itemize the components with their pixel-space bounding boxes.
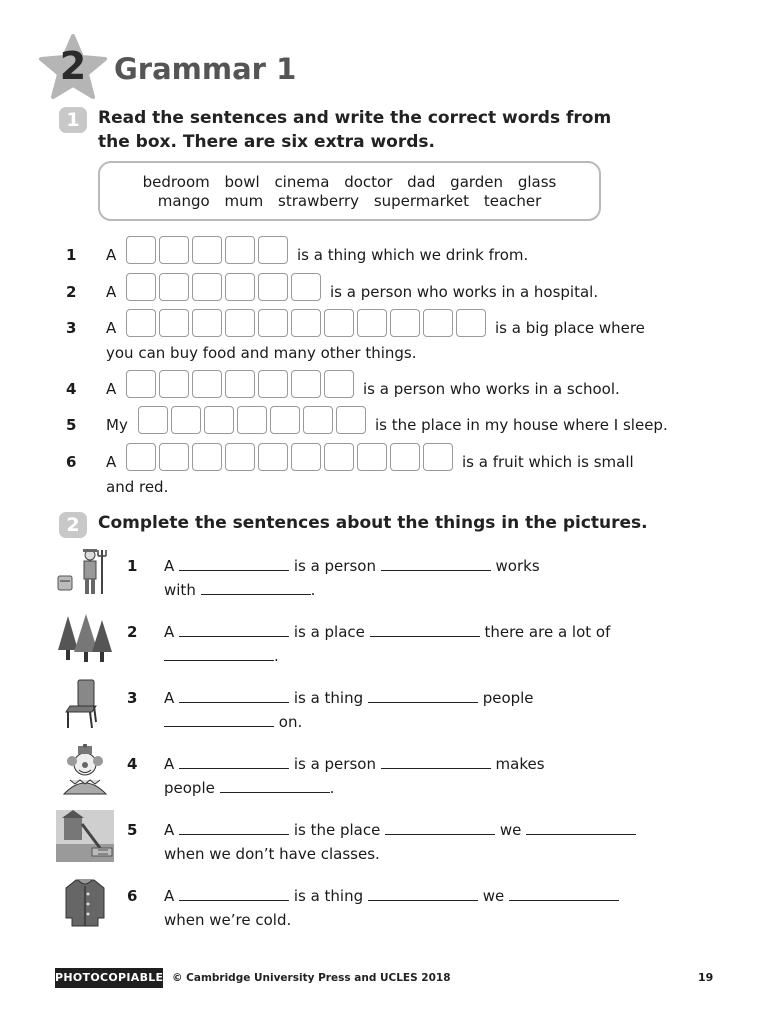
sentence-line-1 (164, 622, 610, 642)
sentence-continuation: you can buy food and many other things. (106, 344, 417, 362)
letter-boxes[interactable] (126, 236, 288, 264)
letter-box[interactable] (126, 236, 156, 264)
letter-box[interactable] (291, 370, 321, 398)
page-number: 19 (698, 971, 714, 984)
answer-blank[interactable] (201, 580, 311, 595)
answer-blank[interactable] (179, 820, 289, 835)
answer-blank[interactable] (164, 712, 274, 727)
item-number: 3 (127, 689, 138, 707)
sentence-part: is a thing (293, 689, 364, 707)
forest-icon (56, 612, 114, 664)
sentence-part: A (164, 623, 175, 641)
letter-box[interactable] (258, 370, 288, 398)
sentence-end: is a fruit which is small (462, 453, 634, 471)
sentence-line-1 (164, 556, 540, 576)
sentence-end: is a person who works in a hospital. (330, 283, 599, 301)
sentence-part: A (164, 887, 175, 905)
letter-box[interactable] (171, 406, 201, 434)
sentence-line-1 (164, 688, 534, 708)
word-box-row-1 (100, 173, 599, 192)
sentence-line-2 (164, 646, 279, 666)
letter-box[interactable] (159, 443, 189, 471)
sentence-part: makes (495, 755, 545, 773)
instruction-line: the box. There are six extra words. (98, 132, 435, 152)
sentence-end: is a person who works in a school. (363, 380, 620, 398)
letter-box[interactable] (237, 406, 267, 434)
answer-blank[interactable] (220, 778, 330, 793)
word-box (98, 161, 601, 221)
coat-icon (56, 876, 114, 928)
page-title: Grammar 1 (114, 52, 297, 86)
word: mango (157, 192, 210, 210)
word: garden (450, 173, 504, 191)
item-number: 2 (127, 623, 138, 641)
letter-box[interactable] (291, 273, 321, 301)
letter-box[interactable] (258, 443, 288, 471)
word: supermarket (373, 192, 470, 210)
sentence-start: A (106, 453, 117, 471)
word: strawberry (278, 192, 360, 210)
letter-boxes[interactable] (126, 309, 486, 337)
letter-boxes[interactable] (138, 406, 366, 434)
sentence-part: is a thing (293, 887, 364, 905)
sentence-part: . (329, 779, 335, 797)
exercise-2-instruction: Complete the sentences about the things in the pictures. (98, 513, 648, 533)
exercise-1-instruction (98, 106, 611, 154)
sentence-end: is a big place where (495, 319, 645, 337)
sentence-end: is a thing which we drink from. (297, 246, 529, 264)
sentence-start: A (106, 283, 117, 301)
answer-blank[interactable] (179, 754, 289, 769)
sentence-line-1 (164, 820, 636, 840)
letter-box[interactable] (192, 273, 222, 301)
sentence-line-2 (164, 580, 315, 600)
letter-box[interactable] (138, 406, 168, 434)
sentence-part: with (164, 581, 196, 599)
letter-box[interactable] (291, 443, 321, 471)
letter-box[interactable] (291, 309, 321, 337)
sentence-line-1 (164, 754, 545, 774)
letter-box[interactable] (390, 443, 420, 471)
word-box-row-2 (100, 192, 599, 211)
chair-icon (56, 678, 114, 730)
copyright-text: © Cambridge University Press and UCLES 2018 (172, 972, 451, 984)
sentence-line-1 (164, 886, 619, 906)
letter-box[interactable] (159, 273, 189, 301)
answer-blank[interactable] (509, 886, 619, 901)
word: mum (224, 192, 264, 210)
sentence-part: when we don’t have classes. (164, 845, 380, 863)
word: bedroom (142, 173, 210, 191)
item-number: 1 (66, 246, 77, 264)
letter-box[interactable] (324, 443, 354, 471)
clown-icon (56, 744, 114, 796)
playground-icon (56, 810, 114, 862)
sentence-part: there are a lot of (484, 623, 611, 641)
letter-box[interactable] (126, 370, 156, 398)
letter-box[interactable] (159, 370, 189, 398)
letter-box[interactable] (423, 443, 453, 471)
instruction-line: Read the sentences and write the correct words from (98, 108, 612, 128)
unit-number: 2 (59, 44, 87, 88)
sentence-part: on. (278, 713, 303, 731)
exercise-1-badge: 1 (59, 107, 87, 133)
answer-blank[interactable] (179, 688, 289, 703)
sentence-part: A (164, 689, 175, 707)
item-number: 3 (66, 319, 77, 337)
answer-blank[interactable] (179, 556, 289, 571)
letter-box[interactable] (258, 236, 288, 264)
sentence-part: works (495, 557, 540, 575)
answer-blank[interactable] (179, 622, 289, 637)
sentence-part: we (482, 887, 505, 905)
sentence-line-2 (164, 778, 334, 798)
letter-box[interactable] (126, 273, 156, 301)
word: bowl (224, 173, 260, 191)
sentence-part: . (310, 581, 316, 599)
word: doctor (344, 173, 393, 191)
letter-box[interactable] (270, 406, 300, 434)
item-number: 1 (127, 557, 138, 575)
sentence-part: people (164, 779, 215, 797)
letter-box[interactable] (159, 309, 189, 337)
word: dad (407, 173, 436, 191)
sentence-line-2 (164, 712, 302, 732)
sentence-end: is the place in my house where I sleep. (375, 416, 668, 434)
letter-box[interactable] (357, 443, 387, 471)
answer-blank[interactable] (164, 646, 274, 661)
sentence-part: A (164, 755, 175, 773)
letter-box[interactable] (192, 309, 222, 337)
answer-blank[interactable] (381, 556, 491, 571)
letter-box[interactable] (225, 309, 255, 337)
word: teacher (483, 192, 542, 210)
answer-blank[interactable] (385, 820, 495, 835)
item-number: 4 (127, 755, 138, 773)
sentence-part: is a person (293, 557, 376, 575)
letter-boxes[interactable] (126, 443, 453, 471)
letter-boxes[interactable] (126, 370, 354, 398)
sentence-start: A (106, 246, 117, 264)
letter-box[interactable] (204, 406, 234, 434)
letter-box[interactable] (225, 273, 255, 301)
item-number: 2 (66, 283, 77, 301)
sentence-part: A (164, 557, 175, 575)
letter-box[interactable] (324, 309, 354, 337)
letter-box[interactable] (456, 309, 486, 337)
item-number: 4 (66, 380, 77, 398)
sentence-line-2 (164, 844, 380, 864)
item-number: 5 (127, 821, 138, 839)
letter-boxes[interactable] (126, 273, 321, 301)
word: cinema (274, 173, 330, 191)
item-number: 6 (127, 887, 138, 905)
letter-box[interactable] (192, 236, 222, 264)
item-number: 5 (66, 416, 77, 434)
answer-blank[interactable] (368, 886, 478, 901)
farmer-icon (56, 546, 114, 598)
sentence-start: A (106, 380, 117, 398)
letter-box[interactable] (336, 406, 366, 434)
letter-box[interactable] (258, 273, 288, 301)
word: glass (517, 173, 557, 191)
sentence-start: My (106, 416, 128, 434)
sentence-start: A (106, 319, 117, 337)
sentence-part: is a person (293, 755, 376, 773)
letter-box[interactable] (324, 370, 354, 398)
sentence-part: people (482, 689, 534, 707)
sentence-part: A (164, 821, 175, 839)
answer-blank[interactable] (370, 622, 480, 637)
sentence-continuation: and red. (106, 478, 169, 496)
letter-box[interactable] (258, 309, 288, 337)
sentence-part: is a place (293, 623, 365, 641)
letter-box[interactable] (357, 309, 387, 337)
sentence-part: is the place (293, 821, 381, 839)
sentence-part: when we’re cold. (164, 911, 292, 929)
letter-box[interactable] (225, 370, 255, 398)
photocopiable-badge: PHOTOCOPIABLE (55, 968, 163, 988)
exercise-2-badge: 2 (59, 512, 87, 538)
answer-blank[interactable] (368, 688, 478, 703)
item-number: 6 (66, 453, 77, 471)
answer-blank[interactable] (381, 754, 491, 769)
sentence-line-2 (164, 910, 291, 930)
letter-box[interactable] (126, 443, 156, 471)
letter-box[interactable] (225, 443, 255, 471)
letter-box[interactable] (159, 236, 189, 264)
answer-blank[interactable] (526, 820, 636, 835)
sentence-part: . (274, 647, 279, 665)
letter-box[interactable] (192, 443, 222, 471)
letter-box[interactable] (303, 406, 333, 434)
sentence-part: we (499, 821, 522, 839)
letter-box[interactable] (225, 236, 255, 264)
letter-box[interactable] (126, 309, 156, 337)
letter-box[interactable] (192, 370, 222, 398)
answer-blank[interactable] (179, 886, 289, 901)
letter-box[interactable] (390, 309, 420, 337)
letter-box[interactable] (423, 309, 453, 337)
